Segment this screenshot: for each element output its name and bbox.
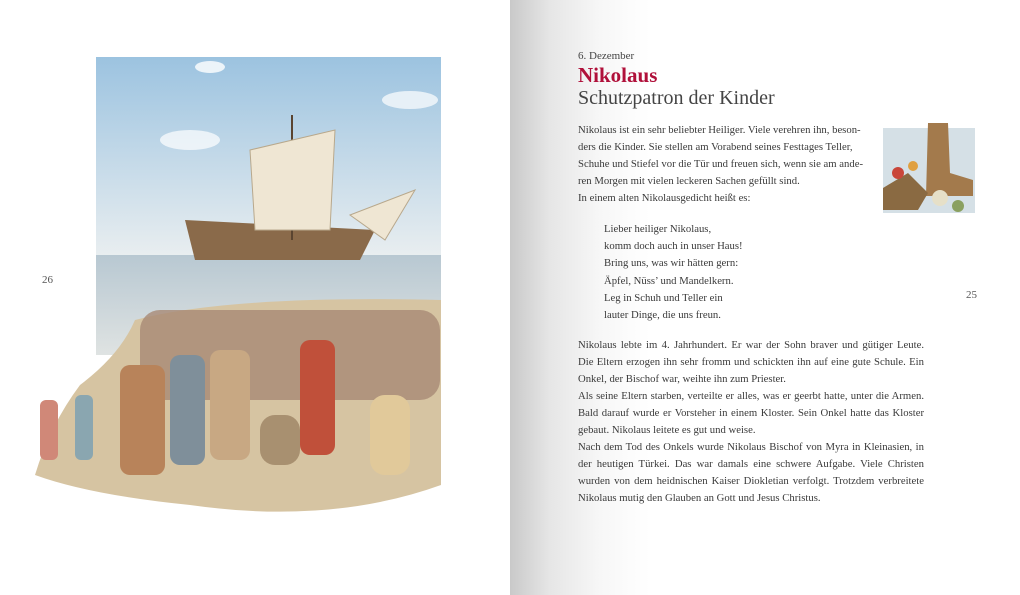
chapter-title: Nikolaus [578,63,658,87]
text-line: der heutigen Türkei. Das war damals eine schwere Aufgabe. Viele Christen [578,458,924,470]
text-line: gebaut. Nikolaus leitete es gut und weise. [578,424,756,436]
body-paragraph [578,337,924,507]
poem-line: lauter Dinge, die uns freun. [604,309,721,322]
page-number-left: 26 [42,274,53,286]
boots-and-sweets-illustration [878,118,978,218]
text-line: ren Morgen mit vielen leckeren Sachen gefüllt sind. [578,175,800,187]
poem-line: Äpfel, Nüss’ und Mandelkern. [604,274,734,287]
text-line: Onkel, der Bischof war, weihte ihn zum Priester. [578,373,786,385]
intro-paragraph [578,122,868,207]
ship-and-crowd-illustration [30,55,445,520]
text-line: Nikolaus mutig den Glauben an Gott und Jesus Christus. [578,492,821,504]
text-line: Die Eltern erzogen ihn sehr fromm und schickten ihn auf eine gute Schule. Ein [578,356,924,368]
page-number-right: 25 [966,289,977,301]
chapter-subtitle: Schutzpatron der Kinder [578,87,775,109]
poem-line: Leg in Schuh und Teller ein [604,291,723,304]
text-line: Nikolaus lebte im 4. Jahrhundert. Er war der Sohn braver und gütiger Leute. [578,339,924,351]
poem-line: Lieber heiliger Nikolaus, [604,223,712,235]
text-line: Nach dem Tod des Onkels wurde Nikolaus Bischof von Myra in Kleinasien, in [578,441,924,453]
text-line: wurden von dem heidnischen Kaiser Diokletian verfolgt. Trotzdem verbreitete [578,475,924,487]
text-line: ders die Kinder. Sie stellen am Vorabend seines Festtages Teller, [578,141,853,153]
poem [604,221,743,324]
text-line: Bald darauf wurde er Vorsteher in einem Kloster. Sein Onkel hatte das Kloster [578,407,924,419]
poem-line: Bring uns, was wir hätten gern: [604,257,739,270]
text-line: In einem alten Nikolausgedicht heißt es: [578,192,751,204]
text-line: Schuhe und Stiefel vor die Tür und freuen sich, wenn sie am ande- [578,158,864,170]
text-line: Als seine Eltern starben, verteilte er alles, was er geerbt hatte, unter die Armen. [578,390,924,402]
text-line: Nikolaus ist ein sehr beliebter Heiliger. Viele verehren ihn, beson- [578,124,861,136]
poem-line: komm doch auch in unser Haus! [604,240,743,253]
date-label: 6. Dezember [578,50,635,62]
